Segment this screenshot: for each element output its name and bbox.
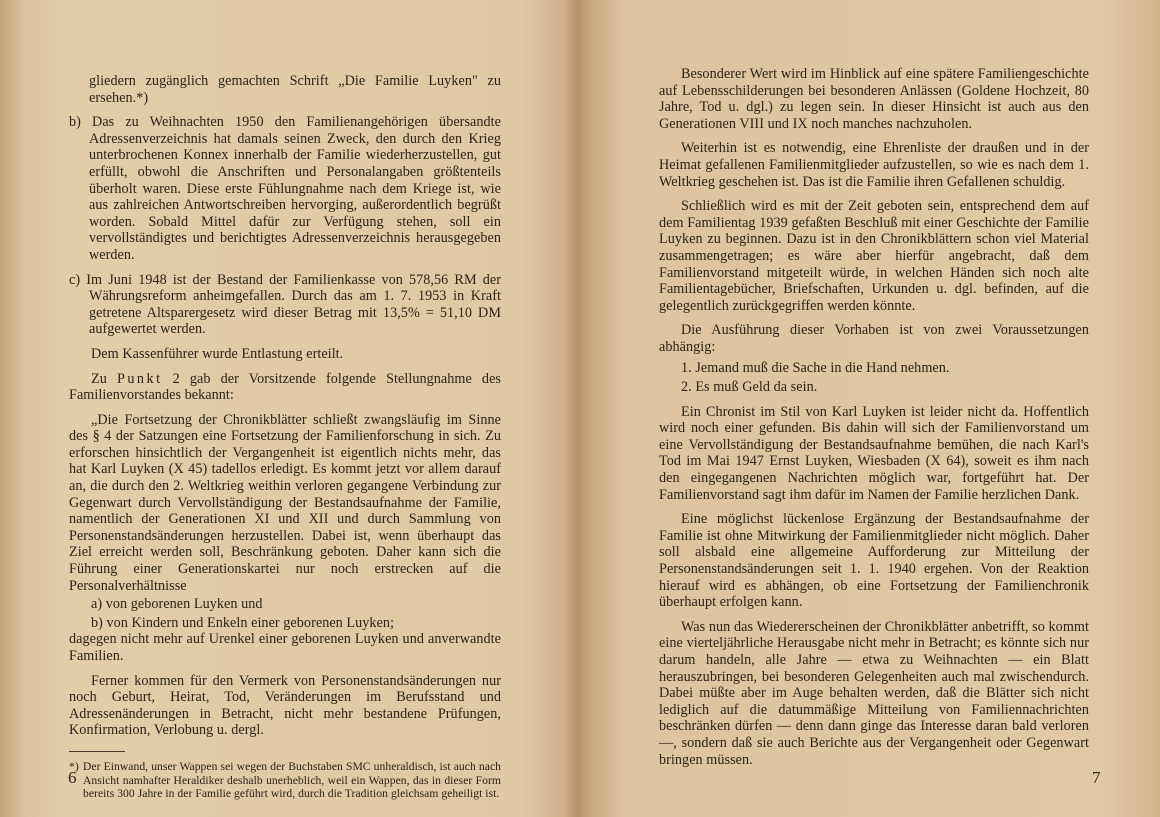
footnote-mark: *) [69, 759, 79, 773]
paragraph-2: Weiterhin ist es notwendig, eine Ehrenliste der draußen und in der Heimat gefallenen Familienmitglieder aufzustellen, so wie es nach dem 1. Weltkrieg geschehen ist. Das ist die Familie ihren Gefallenen schuldig. [659, 140, 1089, 190]
item-c: c) Im Juni 1948 ist der Bestand der Familienkasse von 578,56 RM der Währungsreform anheimgefallen. Durch das am 1. 7. 1953 in Kraft getretene Altsparergesetz wird dieser Betrag mit 13,5% = 51,10 DM aufgewertet werden. [69, 271, 501, 338]
after-sub-items: dagegen nicht mehr auf Urenkel einer geborenen Luyken und anverwandte Familien. [69, 631, 501, 664]
left-text-column [69, 73, 501, 809]
quote-paragraph: „Die Fortsetzung der Chronikblätter schließt zwangsläufig im Sinne des § 4 der Satzungen eine Fortsetzung der Familienforschung in sich. Zu erforschen hinsichtlich der Vergangenheit ist eigentlich nichts mehr, das hat Karl Luyken (X 45) tadellos erledigt. Es kommt jetzt vor allem darauf an, die durch den 2. Weltkrieg weithin verloren gegangene Verbindung zur Gegenwart durch Vervollständigung der Bestandsaufnahme der Familie, namentlich der Generationen XI und XII und durch Sammlung von Personenstandsänderungen herzustellen. Dabei ist, wenn überhaupt das Ziel erreicht werden soll, Beschränkung geboten. Daher kann sich die Führung einer Generationskartei nur noch erstrecken auf die Personalverhältnisse [69, 411, 501, 594]
paragraph-6: Eine möglichst lückenlose Ergänzung der Bestandsaufnahme der Familie ist ohne Mitwirkung der Familienmitglieder nicht möglich. Daher soll alsbald eine allgemeine Aufforderung zur Mitteilung der Personenstandsänderungen seit 1. 1. 1940 ergehen. Von der Reaktion hierauf wird es abhängen, ob eine Fortsetzung der Familienchronik überhaupt erfolgen kann. [659, 511, 1089, 611]
list-item-2: 2. Es muß Geld da sein. [681, 379, 818, 396]
paragraph-7: Was nun das Wiedererscheinen der Chronikblätter anbetrifft, so kommt eine vierteljährliche Herausgabe nicht mehr in Betracht; es könnte sich nur darum handeln, alle Jahre — etwa zu Weihnachten — ein Blatt herauszubringen, bei besonderen Gelegenheiten auch mal zwischendurch. Dabei müßte aber im Auge behalten werden, daß die Blätter sich nicht lediglich auf die datummäßige Mitteilung von Familiennachrichten beschränken dürfen — denn dann ginge das Interesse daran bald verloren —, sondern daß sie auch Berichte aus der Vergangenheit oder Gegenwart bringen müssen. [659, 618, 1089, 768]
footnote-text: Der Einwand, unser Wappen sei wegen der Buchstaben SMC unheraldisch, ist auch nach Ansicht namhafter Heraldiker deshalb unerheblich, weil ein Wappen, das in dieser Form bereits 300 Jahre in der Familie geführt wird, durch die Tradition gleichsam geheiligt ist. [83, 759, 501, 801]
paragraph-4: Die Ausführung dieser Vorhaben ist von zwei Voraussetzungen abhängig: [659, 322, 1089, 355]
left-page [0, 0, 578, 817]
punkt-2-intro [69, 371, 501, 404]
footnote [69, 760, 501, 801]
footnote-rule [69, 751, 125, 752]
continuation-text: gliedern zugänglich gemachten Schrift „Die Familie Luyken" zu ersehen.*) [89, 73, 501, 106]
sub-item-b: b) von Kindern und Enkeln einer geborenen Luyken; [91, 614, 395, 631]
paragraph-3: Schließlich wird es mit der Zeit geboten sein, entsprechend dem auf dem Familientag 1939 gefaßten Beschluß mit einer Geschichte der Familie Luyken zu beginnen. Dazu ist in den Chronikblättern schon viel Material zusammengetragen; es wäre aber hierfür angebracht, daß dem Familienvorstand mitgeteilt würde, in welchen Händen sich noch alte Familientagebücher, Briefschaften, Urkunden u. dgl. befinden, auf die gelegentlich zurückgegriffen werden könnte. [659, 198, 1089, 314]
punkt-2-rest: 2 gab der Vorsitzende folgende Stellungnahme des Familienvorstandes bekannt: [69, 370, 501, 404]
paragraph-5: Ein Chronist im Stil von Karl Luyken ist leider nicht da. Hoffentlich wird noch einer gefunden. Bis dahin will sich der Familienvorstand um eine Vervollständigung der Bestandsaufnahme bemühen, die nach Karl's Tod im Mai 1947 Ernst Luyken, Wiesbaden (X 64), soweit es ihm nach den eingegangenen Nachrichten möglich war, fortgeführt hat. Der Familienvorstand sagt ihm dafür im Namen der Familie herzlichen Dank. [659, 403, 1089, 503]
item-b: b) Das zu Weihnachten 1950 den Familienangehörigen übersandte Adressenverzeichnis hat damals seinen Zweck, den durch den Krieg unterbrochenen Konnex innerhalb der Familie wiederherzustellen, gut erfüllt, obwohl die Anschriften und Personalangaben größtenteils überholt waren. Diese erste Fühlungnahme nach dem Kriege ist, wie aus zahlreichen Antwortschreiben hervorging, außerordentlich begrüßt worden. Sobald Mittel dafür zur Verfügung stehen, soll ein vervollständigtes und berichtigtes Adressenverzeichnis herausgegeben werden. [69, 114, 501, 263]
entlastung-line: Dem Kassenführer wurde Entlastung erteilt. [91, 345, 344, 362]
right-text-column [659, 66, 1089, 776]
ferner-paragraph: Ferner kommen für den Vermerk von Personenstandsänderungen nur noch Geburt, Heirat, Tod, Veränderungen im Berufsstand und Adressenänderungen in Betracht, nicht mehr bestandene Prüfungen, Konfirmation, Verlobung u. dergl. [69, 672, 501, 739]
right-page [580, 0, 1160, 817]
punkt-2-spaced: Punkt [116, 370, 163, 387]
sub-item-a: a) von geborenen Luyken und [91, 596, 263, 613]
page-number-left: 6 [68, 768, 77, 787]
page-number-right: 7 [1092, 768, 1101, 787]
list-item-1: 1. Jemand muß die Sache in die Hand nehmen. [681, 359, 950, 376]
punkt-2-prefix: Zu [91, 370, 107, 387]
paragraph-1: Besonderer Wert wird im Hinblick auf eine spätere Familiengeschichte auf Lebensschilderungen bei besonderen Anlässen (Goldene Hochzeit, 80 Jahre, Tod u. dgl.) zu legen sein. In dieser Hinsicht ist auch aus den Generationen VIII und IX noch manches nachzuholen. [659, 66, 1089, 132]
